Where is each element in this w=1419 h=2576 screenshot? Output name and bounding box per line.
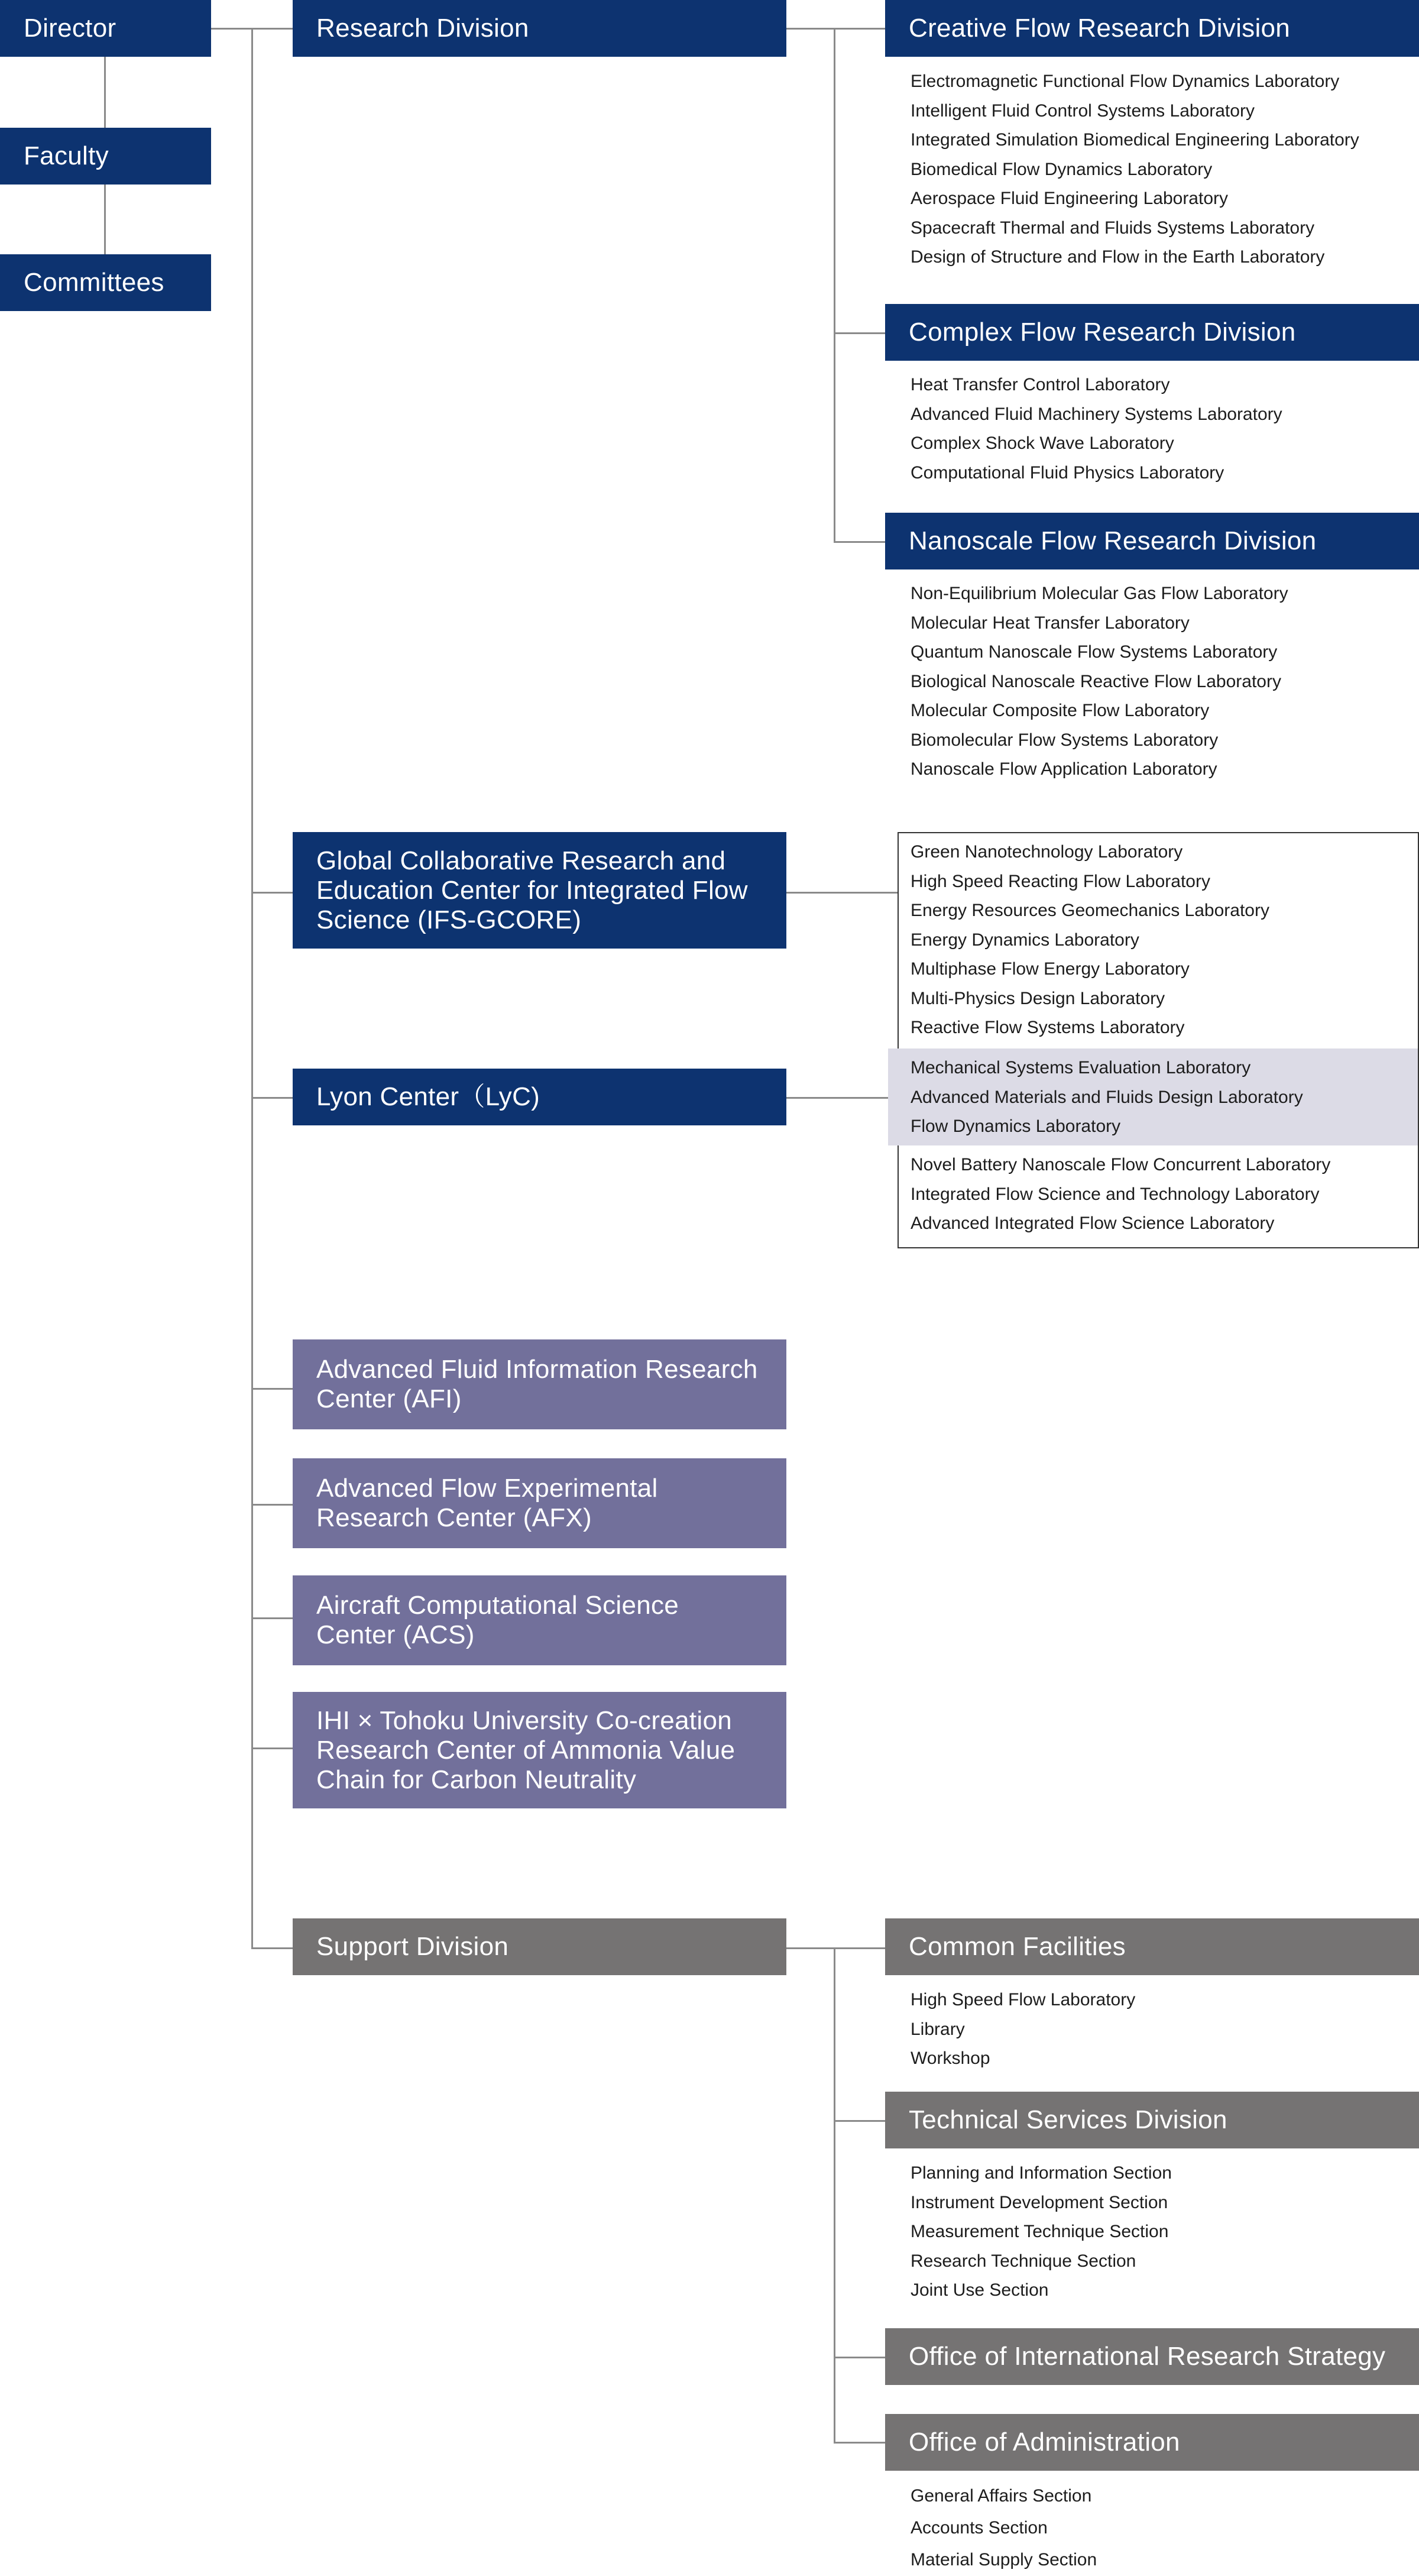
afx-center-box: Advanced Flow Experimental Research Center (AFX) xyxy=(293,1458,786,1548)
committees-box: Committees xyxy=(0,254,211,311)
faculty-box: Faculty xyxy=(0,128,211,185)
lyon-lab-list xyxy=(911,1053,1303,1141)
list-item: Measurement Technique Section xyxy=(911,2222,1169,2241)
list-item: Workshop xyxy=(911,2048,990,2068)
list-item: Library xyxy=(911,2019,965,2039)
creative-flow-division-box: Creative Flow Research Division xyxy=(885,0,1419,57)
common-facilities-box: Common Facilities xyxy=(885,1918,1419,1975)
lyon-center-box: Lyon Center（LyC) xyxy=(293,1069,786,1125)
list-item: Spacecraft Thermal and Fluids Systems Laboratory xyxy=(911,218,1315,238)
list-item: Integrated Simulation Biomedical Engineering Laboratory xyxy=(911,130,1359,150)
administration-box: Office of Administration xyxy=(885,2414,1419,2471)
support-branch-vertical xyxy=(834,1947,835,2443)
joint-lab-list xyxy=(911,1150,1330,1238)
list-item: Mechanical Systems Evaluation Laboratory xyxy=(911,1058,1251,1077)
connector-trunk-lyon xyxy=(251,1097,293,1099)
connector-research-out xyxy=(786,28,887,30)
list-item: Molecular Heat Transfer Laboratory xyxy=(911,613,1190,633)
connector-complex-flow xyxy=(834,332,887,334)
list-item: Advanced Integrated Flow Science Laboratory xyxy=(911,1213,1275,1233)
connector-nanoscale-flow xyxy=(834,541,887,543)
list-item: Biological Nanoscale Reactive Flow Laboratory xyxy=(911,671,1281,691)
list-item: Integrated Flow Science and Technology Laboratory xyxy=(911,1184,1320,1204)
nanoscale-flow-division-box: Nanoscale Flow Research Division xyxy=(885,513,1419,569)
list-item: Accounts Section xyxy=(911,2518,1048,2538)
connector-support-out xyxy=(786,1947,887,1949)
international-strategy-box: Office of International Research Strategy xyxy=(885,2328,1419,2385)
list-item: Instrument Development Section xyxy=(911,2192,1168,2212)
list-item: Non-Equilibrium Molecular Gas Flow Laboratory xyxy=(911,584,1288,603)
list-item: Multiphase Flow Energy Laboratory xyxy=(911,959,1190,979)
connector-trunk-gcore xyxy=(251,892,293,894)
connector-administration xyxy=(834,2442,887,2444)
research-division-box: Research Division xyxy=(293,0,786,57)
list-item: Aerospace Fluid Engineering Laboratory xyxy=(911,189,1228,208)
list-item: Nanoscale Flow Application Laboratory xyxy=(911,759,1217,779)
gcore-box: Global Collaborative Research and Education Center for Integrated Flow Science (IFS-GCORE) xyxy=(293,832,786,949)
complex-flow-division-box: Complex Flow Research Division xyxy=(885,304,1419,361)
technical-services-box: Technical Services Division xyxy=(885,2092,1419,2148)
list-item: Heat Transfer Control Laboratory xyxy=(911,375,1170,394)
connector-technical-services xyxy=(834,2120,887,2122)
list-item: Research Technique Section xyxy=(911,2251,1136,2271)
connector-lyon-labs xyxy=(786,1097,888,1099)
list-item: Planning and Information Section xyxy=(911,2163,1172,2183)
common-facilities-list xyxy=(911,1985,1135,2073)
list-item: Electromagnetic Functional Flow Dynamics Laboratory xyxy=(911,72,1340,91)
list-item: Energy Dynamics Laboratory xyxy=(911,930,1139,950)
list-item: Computational Fluid Physics Laboratory xyxy=(911,462,1224,483)
nanoscale-flow-lab-list xyxy=(911,579,1288,784)
list-item: Quantum Nanoscale Flow Systems Laboratory xyxy=(911,642,1278,662)
connector-trunk-acs xyxy=(251,1617,293,1619)
gcore-lab-list xyxy=(911,837,1269,1043)
connector-gcore-labs xyxy=(786,892,898,894)
list-item: Intelligent Fluid Control Systems Laboratory xyxy=(911,101,1255,121)
list-item: General Affairs Section xyxy=(911,2486,1092,2506)
administration-list xyxy=(911,2480,1097,2576)
list-item: Biomolecular Flow Systems Laboratory xyxy=(911,730,1219,750)
acs-center-box: Aircraft Computational Science Center (ACS) xyxy=(293,1575,786,1665)
connector-trunk-ihi xyxy=(251,1747,293,1749)
list-item: Complex Shock Wave Laboratory xyxy=(911,433,1174,453)
list-item: Green Nanotechnology Laboratory xyxy=(911,842,1183,862)
list-item: Joint Use Section xyxy=(911,2280,1049,2300)
list-item: Advanced Fluid Machinery Systems Laboratory xyxy=(911,404,1282,424)
list-item: High Speed Flow Laboratory xyxy=(911,1990,1136,2009)
connector-trunk-afi xyxy=(251,1388,293,1390)
technical-services-list xyxy=(911,2158,1172,2305)
list-item: Multi-Physics Design Laboratory xyxy=(911,988,1165,1008)
trunk-vertical xyxy=(251,28,253,1949)
list-item: High Speed Reacting Flow Laboratory xyxy=(911,871,1210,891)
complex-flow-lab-list xyxy=(911,370,1282,487)
list-item: Biomedical Flow Dynamics Laboratory xyxy=(911,159,1213,179)
afi-center-box: Advanced Fluid Information Research Center (AFI) xyxy=(293,1339,786,1429)
research-branch-vertical xyxy=(834,28,835,542)
list-item: Energy Resources Geomechanics Laboratory xyxy=(911,901,1269,920)
list-item: Advanced Materials and Fluids Design Laboratory xyxy=(911,1087,1303,1107)
connector-trunk-support xyxy=(251,1947,293,1949)
list-item: Material Supply Section xyxy=(911,2550,1097,2569)
list-item: Molecular Composite Flow Laboratory xyxy=(911,701,1210,720)
connector-international-strategy xyxy=(834,2357,887,2358)
list-item: Novel Battery Nanoscale Flow Concurrent Laboratory xyxy=(911,1155,1331,1174)
director-box: Director xyxy=(0,0,211,57)
list-item: Flow Dynamics Laboratory xyxy=(911,1117,1121,1136)
list-item: Reactive Flow Systems Laboratory xyxy=(911,1018,1185,1037)
list-item: Design of Structure and Flow in the Earth Laboratory xyxy=(911,247,1325,267)
connector-trunk-afx xyxy=(251,1504,293,1506)
support-division-box: Support Division xyxy=(293,1918,786,1975)
ihi-center-box: IHI × Tohoku University Co-creation Research Center of Ammonia Value Chain for Carbon Neutrality xyxy=(293,1692,786,1808)
creative-flow-lab-list xyxy=(911,67,1359,272)
